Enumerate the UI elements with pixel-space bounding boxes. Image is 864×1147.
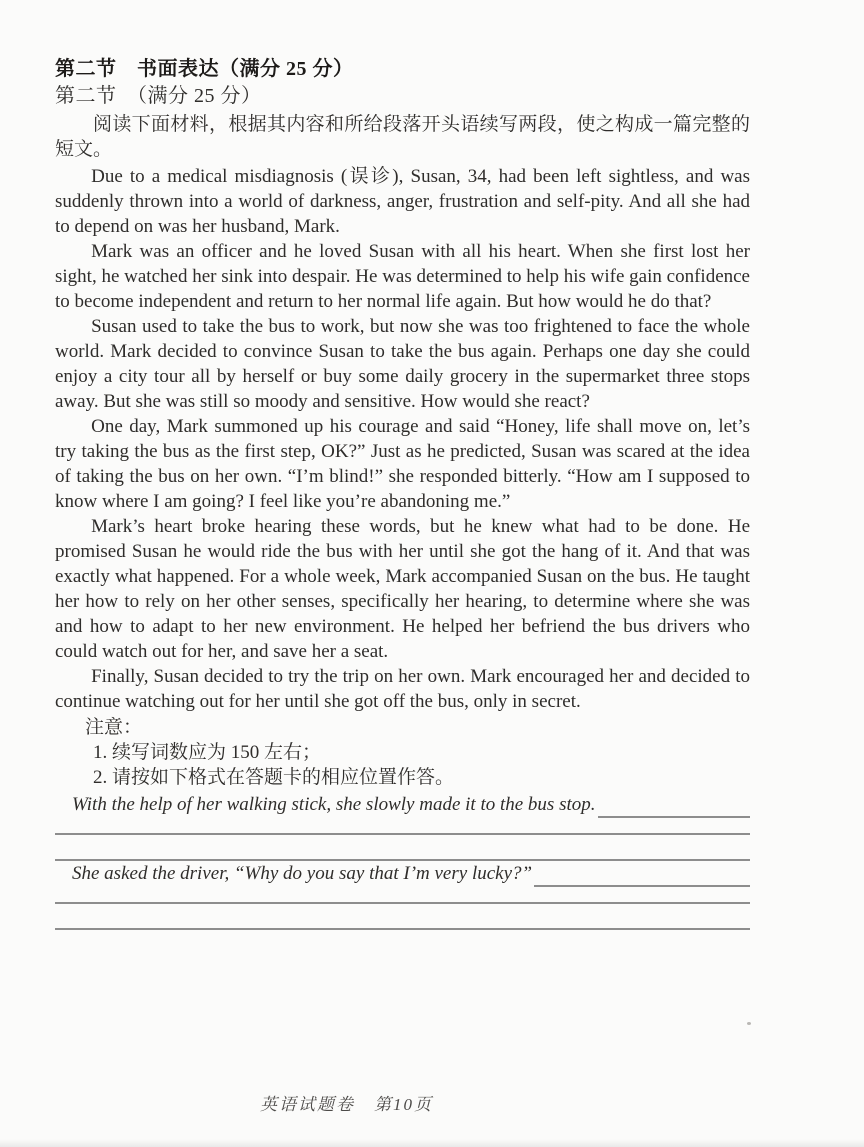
passage-paragraph: Finally, Susan decided to try the trip on her own. Mark encouraged her and decided to continue watching out for her until she got off the bus, only in secret. <box>55 666 750 712</box>
answer-section <box>55 792 750 930</box>
passage-paragraph: One day, Mark summoned up his courage and said “Honey, life shall move on, let’s try taking the bus as the first step, OK?” Just as he predicted, Susan was scared at the idea of taking the bus on her own. “I’m blind!” she responded bitterly. “How am I supposed to know where I am going? I feel like you’re abandoning me.” <box>55 416 750 512</box>
task-instructions: 阅读下面材料，根据其内容和所给段落开头语续写两段，使之构成一篇完整的短文。 <box>55 114 750 160</box>
notes-block <box>55 715 750 790</box>
answer-blank <box>598 795 750 818</box>
reading-passage <box>55 164 750 714</box>
opening-sentence-1 <box>55 792 750 818</box>
passage-paragraph: Due to a medical misdiagnosis (误诊), Susan, 34, had been left sightless, and was suddenly thrown into a world of darkness, anger, frustration and self-pity. And all she had to depend on was her husband, Mark. <box>55 166 750 237</box>
page-footer: 英语试题卷 第10页 <box>260 1095 433 1114</box>
passage-paragraph: Mark’s heart broke hearing these words, but he knew what had to be done. He promised Susan he would ride the bus with her until she got the hang of it. And that was exactly what happened. For a whole week, Mark accompanied Susan on the bus. He taught her how to rely on her other senses, specifically her hearing, to determine where she was and how to adapt to her new environment. He helped her befriend the bus drivers who could watch out for her, and save her a seat. <box>55 516 750 662</box>
scan-speck <box>747 1022 751 1025</box>
page-content <box>55 56 750 930</box>
opening-sentence-1-text: With the help of her walking stick, she slowly made it to the bus stop. <box>72 794 596 815</box>
answer-blank <box>534 864 750 887</box>
passage-paragraph: Susan used to take the bus to work, but now she was too frightened to face the whole world. Mark decided to convince Susan to take the bus again. Perhaps one day she could enjoy a city tour all by herself or buy some daily grocery in the supermarket three stops away. But she was still so moody and sensitive. How would she react? <box>55 316 750 412</box>
passage-paragraph: Mark was an officer and he loved Susan with all his heart. When she first lost her sight, he watched her sink into despair. He was determined to help his wife gain confidence to become independent and return to her normal life again. But how would he do that? <box>55 241 750 312</box>
section-heading: 第二节 书面表达（满分 25 分） <box>55 58 354 80</box>
writing-line <box>55 904 750 930</box>
note-item-word-count: 1. 续写词数应为 150 左右； <box>93 742 322 763</box>
section-subheading: 第二节 （满分 25 分） <box>55 85 262 107</box>
notes-label: 注意： <box>85 717 143 738</box>
writing-line <box>55 818 750 835</box>
writing-line <box>55 835 750 861</box>
opening-sentence-2-text: She asked the driver, “Why do you say that I’m very lucky?” <box>72 863 533 884</box>
opening-sentence-2 <box>55 861 750 887</box>
note-item-format: 2. 请按如下格式在答题卡的相应位置作答。 <box>93 767 455 788</box>
writing-line <box>55 887 750 904</box>
